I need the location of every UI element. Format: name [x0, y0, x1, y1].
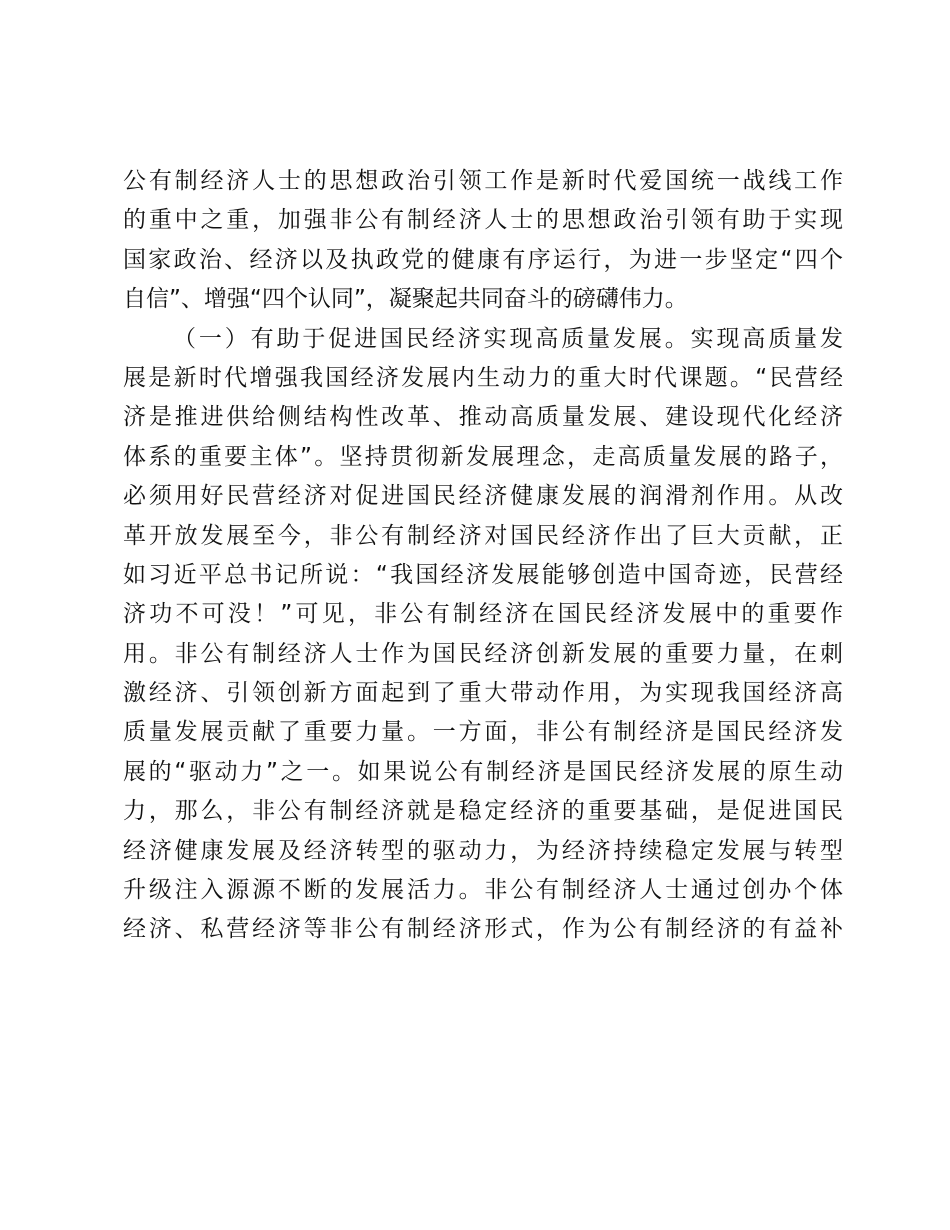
text-line: 必须用好民营经济对促进国民经济健康发展的润滑剂作用。从改 [123, 483, 843, 510]
text-line: 体系的重要主体”。坚持贯彻新发展理念，走高质量发展的路子， [123, 443, 843, 470]
text-line: 革开放发展至今，非公有制经济对国民经济作出了巨大贡献，正 [123, 522, 843, 549]
text-line: 激经济、引领创新方面起到了重大带动作用，为实现我国经济高 [123, 680, 843, 707]
text-line: 公有制经济人士的思想政治引领工作是新时代爱国统一战线工作 [123, 168, 843, 194]
text-line: 质量发展贡献了重要力量。一方面，非公有制经济是国民经济发 [123, 719, 843, 746]
text-line: 经济健康发展及经济转型的驱动力，为经济持续稳定发展与转型 [123, 837, 843, 864]
text-line: 济功不可没！”可见，非公有制经济在国民经济发展中的重要作 [123, 601, 843, 628]
text-line: 自信”、增强“四个认同”，凝聚起共同奋斗的磅礴伟力。 [123, 286, 688, 313]
text-line: 用。非公有制经济人士作为国民经济创新发展的重要力量，在刺 [123, 640, 843, 667]
body-text [123, 162, 843, 950]
text-line: 济是推进供给侧结构性改革、推动高质量发展、建设现代化经济 [123, 404, 843, 431]
text-line: 如习近平总书记所说：“我国经济发展能够创造中国奇迹，民营经 [123, 561, 843, 588]
text-line: 展是新时代增强我国经济发展内生动力的重大时代课题。“民营经 [123, 364, 843, 391]
text-line: 的重中之重，加强非公有制经济人士的思想政治引领有助于实现 [123, 207, 843, 234]
text-line: 展的“驱动力”之一。如果说公有制经济是国民经济发展的原生动 [123, 758, 843, 785]
text-line: 力，那么，非公有制经济就是稳定经济的重要基础，是促进国民 [123, 798, 843, 825]
text-line: 国家政治、经济以及执政党的健康有序运行，为进一步坚定“四个 [123, 246, 843, 273]
text-line: 升级注入源源不断的发展活力。非公有制经济人士通过创办个体 [123, 877, 843, 904]
section-heading-line: （一）有助于促进国民经济实现高质量发展。实现高质量发 [173, 325, 843, 352]
text-line: 经济、私营经济等非公有制经济形式，作为公有制经济的有益补 [123, 916, 843, 943]
